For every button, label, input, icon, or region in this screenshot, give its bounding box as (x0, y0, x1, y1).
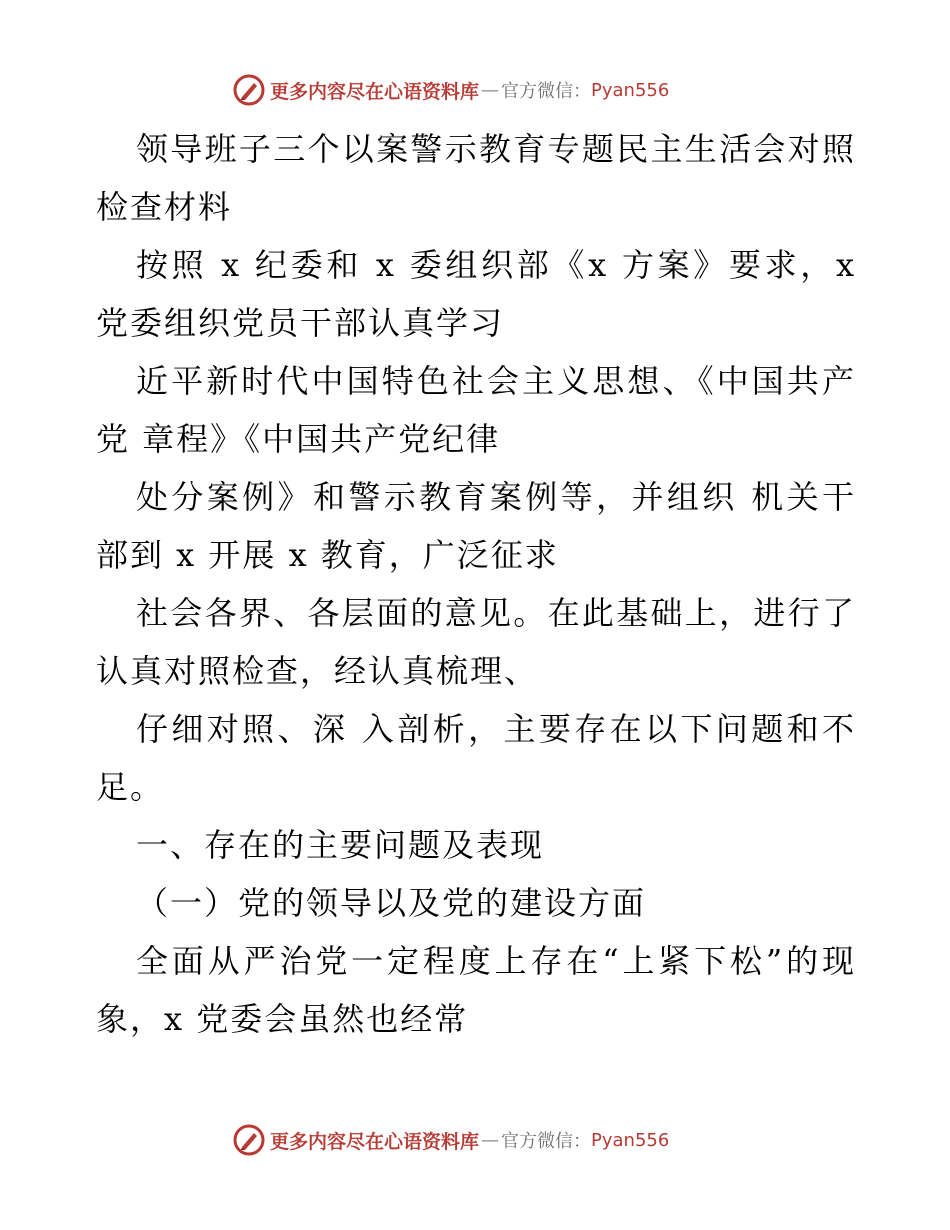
document-title: 领导班子三个以案警示教育专题民主生活会对照检查材料 (96, 130, 856, 226)
header-watermark (232, 72, 669, 108)
watermark-site-text: 更多内容尽在心语资料库 (270, 1130, 480, 1153)
footer-watermark (232, 1122, 669, 1158)
pen-logo-icon (232, 73, 266, 107)
paragraph: 处分案例》和警示教育案例等，并组织 机关干部到 x 开展 x 教育，广泛征求 (96, 478, 856, 574)
watermark-site-text: 更多内容尽在心语资料库 (270, 80, 480, 103)
watermark-official-label: 官方微信： (501, 81, 592, 102)
watermark-wechat-id: Pyan556 (591, 79, 670, 101)
watermark-official-label: 官方微信： (501, 1131, 592, 1152)
document-body (96, 120, 856, 1048)
subsection-heading: （一）党的领导以及党的建设方面 (136, 884, 647, 922)
paragraph: 按照 x 纪委和 x 委组织部《x 方案》要求，x 党委组织党员干部认真学习 (96, 246, 856, 342)
watermark-separator: — (481, 1129, 500, 1151)
section-heading: 一、存在的主要问题及表现 (136, 826, 545, 864)
pen-logo-icon (232, 1123, 266, 1157)
paragraph: 仔细对照、深 入剖析，主要存在以下问题和不足。 (96, 710, 856, 806)
watermark-wechat-id: Pyan556 (591, 1129, 670, 1151)
watermark-separator: — (481, 79, 500, 101)
paragraph: 全面从严治党一定程度上存在“上紧下松”的现象，x 党委会虽然也经常 (96, 942, 856, 1038)
paragraph: 近平新时代中国特色社会主义思想、《中国共产党 章程》《中国共产党纪律 (96, 362, 856, 458)
paragraph: 社会各界、各层面的意见。在此基础上，进行了认真对照检查，经认真梳理、 (96, 594, 856, 690)
